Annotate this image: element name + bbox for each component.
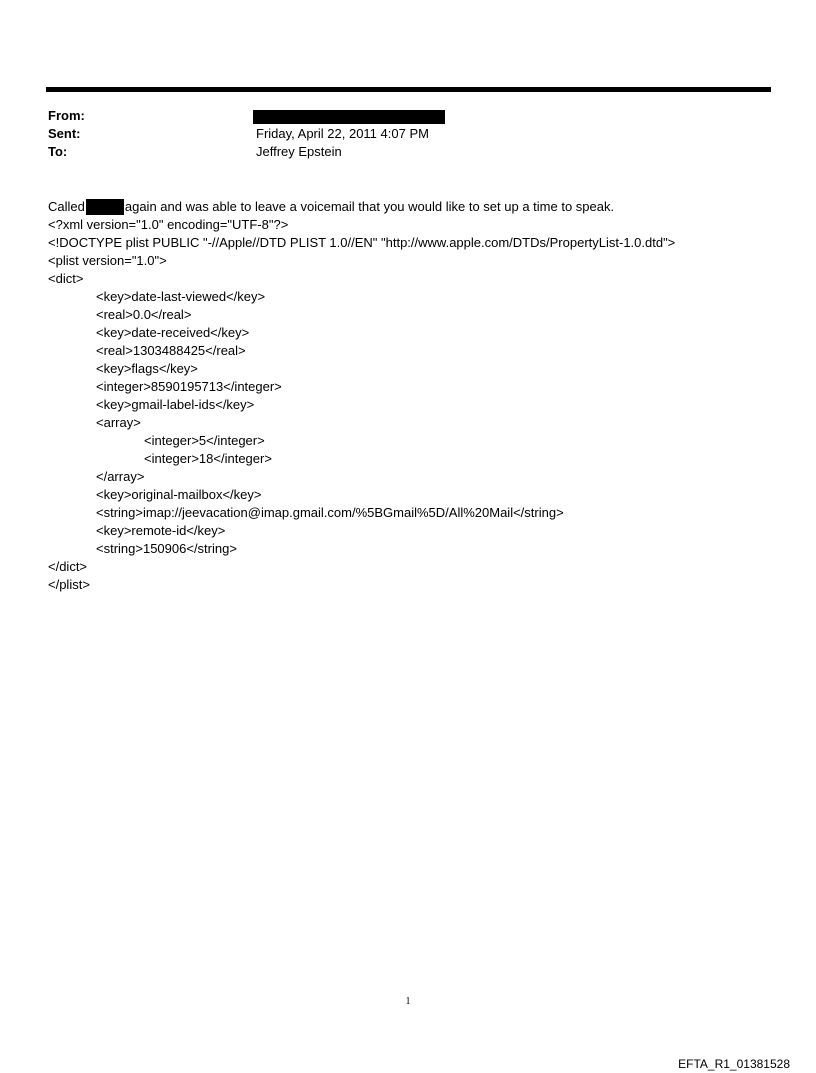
plist-line: <real>0.0</real> [96,307,192,322]
plist-line: <key>date-received</key> [96,325,250,340]
from-redaction [253,110,445,124]
from-row [48,107,748,125]
from-label: From: [48,108,85,123]
plist-close-line: </plist> [48,577,90,592]
plist-line: </array> [96,469,145,484]
plist-line: <key>original-mailbox</key> [96,487,262,502]
plist-line: <string>imap://jeevacation@imap.gmail.com/%5BGmail%5D/All%20Mail</string> [96,505,564,520]
plist-line: <key>flags</key> [96,361,198,376]
plist-line: <integer>18</integer> [144,451,272,466]
page-number: 1 [405,996,411,1007]
dict-close-line: </dict> [48,559,88,574]
intro-before: Called [48,199,85,214]
plist-line: <key>remote-id</key> [96,523,226,538]
plist-line: <key>date-last-viewed</key> [96,289,266,304]
to-row [48,143,748,161]
bates-number: EFTA_R1_01381528 [678,1057,790,1071]
to-value: Jeffrey Epstein [256,144,342,159]
email-header [48,107,748,161]
sent-value: Friday, April 22, 2011 4:07 PM [256,126,429,141]
sent-row [48,125,748,143]
plist-line: <integer>5</integer> [144,433,265,448]
doctype-line: <!DOCTYPE plist PUBLIC "-//Apple//DTD PLIST 1.0//EN" "http://www.apple.com/DTDs/PropertyList-1.0.dtd"> [48,235,676,250]
dict-open-line: <dict> [48,271,84,286]
intro-line [48,198,788,216]
intro-after: again and was able to leave a voicemail that you would like to set up a time to speak. [124,199,615,214]
plist-open-line: <plist version="1.0"> [48,253,167,268]
plist-line: <real>1303488425</real> [96,343,246,358]
plist-line: <array> [96,415,141,430]
name-redaction [86,199,124,215]
to-label: To: [48,144,68,159]
email-body [48,198,788,594]
sent-label: Sent: [48,126,81,141]
plist-line: <key>gmail-label-ids</key> [96,397,255,412]
xml-declaration-line: <?xml version="1.0" encoding="UTF-8"?> [48,217,289,232]
plist-line: <integer>8590195713</integer> [96,379,282,394]
plist-line: <string>150906</string> [96,541,237,556]
header-rule [46,87,771,92]
